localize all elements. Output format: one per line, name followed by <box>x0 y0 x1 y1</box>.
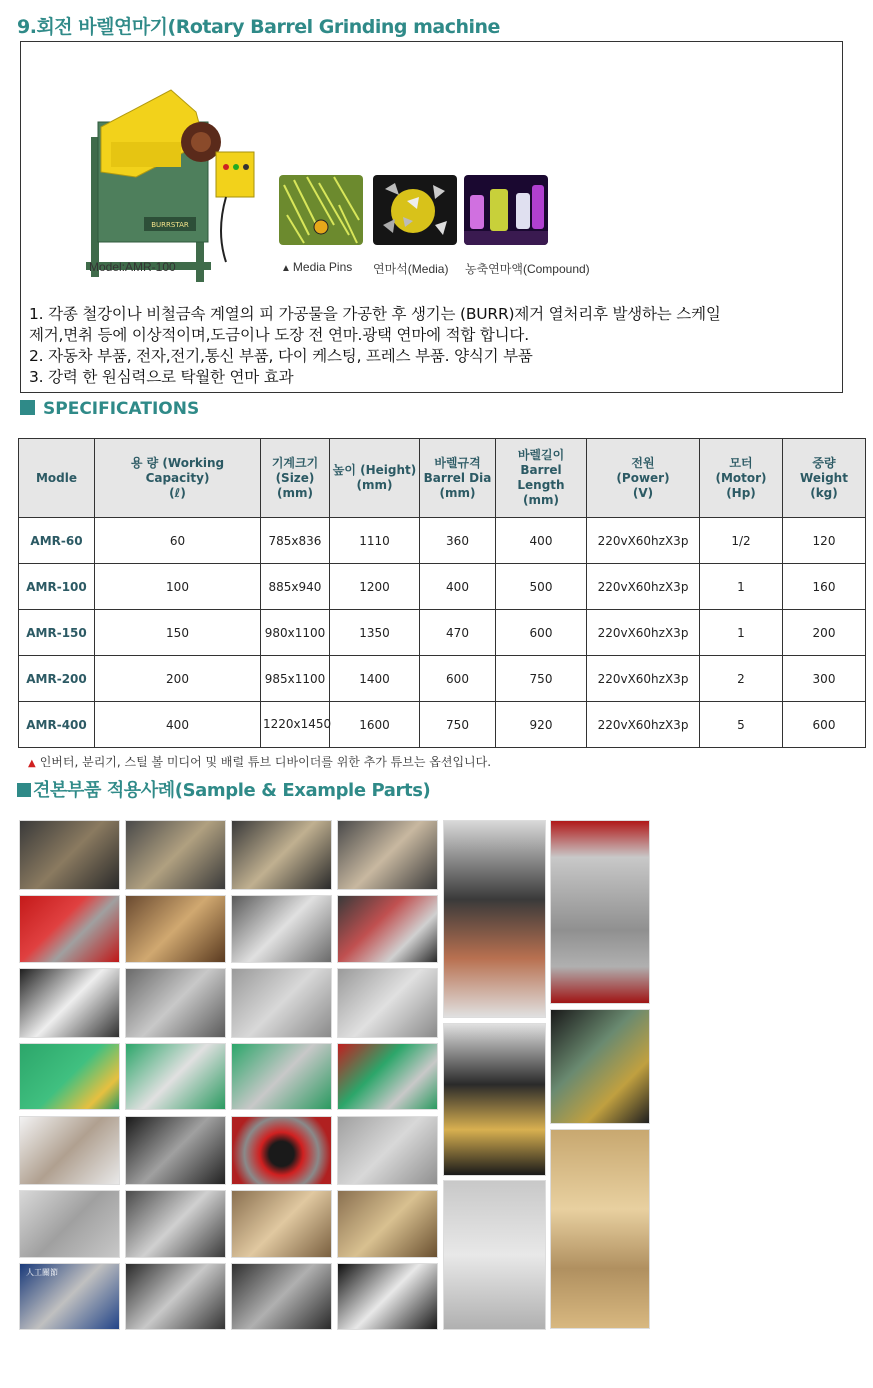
warning-triangle-icon: ▲ <box>28 758 36 769</box>
table-cell: 1 <box>700 610 783 656</box>
sample-photo <box>231 820 332 890</box>
table-cell: 100 <box>95 564 261 610</box>
model-caption: Model:AMR-100 <box>89 260 176 274</box>
table-cell: 220vX60hzX3p <box>587 702 700 748</box>
table-cell: 750 <box>496 656 587 702</box>
table-cell: 150 <box>95 610 261 656</box>
sample-photo <box>231 1043 332 1110</box>
description-text: 1. 각종 철강이나 비철금속 계열의 피 가공물을 가공한 후 생기는 (BURR)제거 열처리후 발생하는 스케일 제거,면취 등에 이상적이며,도금이나 도장 전 연마.광택 연마에 적합 합니다. 2. 자동차 부품, 전자,전기,통신 부품, 다이 케스팅, 프레스 부품. 양식기 부품 3. 강력 한 원심력으로 탁월한 연마 효과 <box>29 305 721 386</box>
sample-photo <box>19 1116 120 1185</box>
barrel-machine-image <box>76 82 266 287</box>
sample-photo <box>19 895 120 963</box>
table-cell: 120 <box>783 518 866 564</box>
table-cell: 885x940 <box>261 564 330 610</box>
column-header: 모터 (Motor) (Hp) <box>700 439 783 518</box>
intro-panel <box>20 41 843 393</box>
table-cell: 220vX60hzX3p <box>587 518 700 564</box>
table-cell: 600 <box>420 656 496 702</box>
sample-photo <box>550 1129 650 1329</box>
media-stones-image <box>373 175 457 245</box>
table-cell: 2 <box>700 656 783 702</box>
table-cell: 300 <box>783 656 866 702</box>
sample-photo <box>337 820 438 890</box>
compound-image <box>464 175 548 245</box>
sample-photo <box>231 968 332 1038</box>
photo-label: 人工關節 <box>26 1268 58 1277</box>
sample-photo <box>125 820 226 890</box>
model-cell: AMR-100 <box>19 564 95 610</box>
table-cell: 980x1100 <box>261 610 330 656</box>
column-header: Modle <box>19 439 95 518</box>
table-cell: 470 <box>420 610 496 656</box>
table-cell: 200 <box>95 656 261 702</box>
table-cell: 400 <box>95 702 261 748</box>
sample-photo <box>231 895 332 963</box>
table-cell: 220vX60hzX3p <box>587 610 700 656</box>
specifications-heading: SPECIFICATIONS <box>20 399 199 419</box>
specifications-table <box>18 438 866 748</box>
table-cell: 1220x1450 <box>261 702 330 748</box>
column-header: 용 량 (Working Capacity) (ℓ) <box>95 439 261 518</box>
table-cell: 500 <box>496 564 587 610</box>
sample-photo <box>550 1009 650 1124</box>
triangle-marker-icon: ▲ <box>281 263 291 274</box>
table-cell: 600 <box>783 702 866 748</box>
table-cell: 60 <box>95 518 261 564</box>
table-row <box>19 610 866 656</box>
media-stones-caption: 연마석(Media) <box>373 262 449 276</box>
media-pins-image <box>279 175 363 245</box>
table-cell: 200 <box>783 610 866 656</box>
column-header: 바렐길이 Barrel Length (mm) <box>496 439 587 518</box>
table-cell: 5 <box>700 702 783 748</box>
sample-photo <box>231 1263 332 1330</box>
model-cell: AMR-150 <box>19 610 95 656</box>
sample-photo <box>443 1023 546 1176</box>
column-header: 바렐규격 Barrel Dia (mm) <box>420 439 496 518</box>
table-cell: 400 <box>496 518 587 564</box>
sample-photo <box>19 1190 120 1258</box>
table-cell: 1600 <box>330 702 420 748</box>
sample-photo <box>19 1263 120 1330</box>
square-bullet-icon <box>20 400 35 415</box>
table-cell: 920 <box>496 702 587 748</box>
sample-photo <box>125 1263 226 1330</box>
column-header: 전원 (Power) (V) <box>587 439 700 518</box>
column-header: 기계크기 (Size) (mm) <box>261 439 330 518</box>
sample-photo <box>231 1190 332 1258</box>
sample-photo <box>125 1190 226 1258</box>
sample-photo <box>231 1116 332 1185</box>
table-cell: 160 <box>783 564 866 610</box>
model-cell: AMR-400 <box>19 702 95 748</box>
table-cell: 600 <box>496 610 587 656</box>
table-header-row <box>19 439 866 518</box>
square-bullet-icon <box>17 783 31 797</box>
page-title: 9.회전 바렐연마기(Rotary Barrel Grinding machine <box>17 16 500 38</box>
media-pins-caption: ▲ Media Pins <box>281 260 353 274</box>
sample-photo <box>19 820 120 890</box>
table-cell: 1400 <box>330 656 420 702</box>
svg-text:BURRSTAR: BURRSTAR <box>151 221 189 229</box>
model-cell: AMR-200 <box>19 656 95 702</box>
compound-caption: 농축연마액(Compound) <box>465 262 590 276</box>
sample-photo <box>19 1043 120 1110</box>
column-header: 높이 (Height) (mm) <box>330 439 420 518</box>
sample-photo <box>550 820 650 1004</box>
table-row <box>19 702 866 748</box>
table-cell: 750 <box>420 702 496 748</box>
table-cell: 1350 <box>330 610 420 656</box>
table-cell: 400 <box>420 564 496 610</box>
table-cell: 220vX60hzX3p <box>587 564 700 610</box>
sample-photo <box>443 1180 546 1330</box>
table-row <box>19 564 866 610</box>
table-cell: 1200 <box>330 564 420 610</box>
options-note: ▲ 인버터, 분리기, 스틸 볼 미디어 및 배럴 튜브 디바이더를 위한 추가 튜브는 옵션입니다. <box>28 755 492 769</box>
sample-photo <box>337 895 438 963</box>
sample-photo <box>125 1116 226 1185</box>
table-row <box>19 518 866 564</box>
sample-photo <box>337 1263 438 1330</box>
table-cell: 1110 <box>330 518 420 564</box>
sample-photo <box>337 1043 438 1110</box>
sample-photo <box>443 820 546 1018</box>
table-cell: 985x1100 <box>261 656 330 702</box>
sample-photo <box>125 1043 226 1110</box>
sample-photo <box>337 968 438 1038</box>
sample-photo <box>337 1116 438 1185</box>
sample-photo <box>125 895 226 963</box>
table-cell: 1 <box>700 564 783 610</box>
sample-photo <box>337 1190 438 1258</box>
table-cell: 1/2 <box>700 518 783 564</box>
sample-photo <box>125 968 226 1038</box>
model-cell: AMR-60 <box>19 518 95 564</box>
sample-photo <box>19 968 120 1038</box>
table-cell: 220vX60hzX3p <box>587 656 700 702</box>
column-header: 중량 Weight (kg) <box>783 439 866 518</box>
table-cell: 360 <box>420 518 496 564</box>
samples-heading: 견본부품 적용사례(Sample & Example Parts) <box>17 776 430 802</box>
table-row <box>19 656 866 702</box>
table-cell: 785x836 <box>261 518 330 564</box>
